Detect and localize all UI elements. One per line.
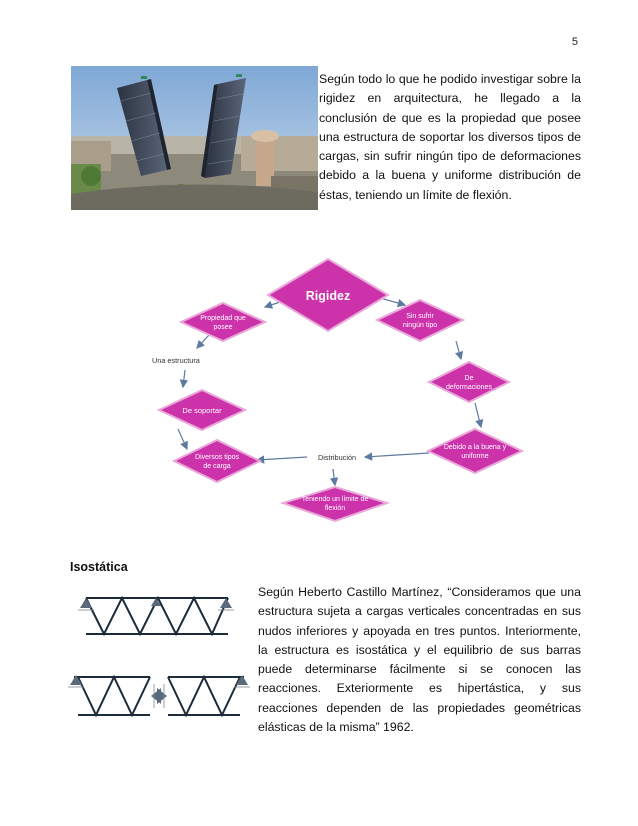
- truss-diagram: [66, 584, 256, 724]
- node-una-estructura: Una estructura: [152, 356, 200, 365]
- node-sin-sufrir-line1: Sin sufrir: [406, 313, 434, 320]
- node-rigidez: [268, 259, 388, 331]
- split-truss-right: [168, 677, 244, 715]
- node-diversos-line1: Diversos tipos: [195, 454, 239, 461]
- node-de-soportar: [159, 390, 245, 430]
- arrow-distribucion-diversos: [257, 457, 307, 460]
- node-rigidez-label: Rigidez: [305, 289, 351, 303]
- node-debido-a-la-buena: [428, 429, 522, 473]
- page-number: 5: [571, 36, 578, 48]
- node-deformaciones-line1: De: [464, 375, 474, 382]
- isostatica-paragraph: Según Heberto Castillo Martínez, “Consideramos que una estructura sujeta a cargas verticales concentradas en sus nudos inferiores y apoyada en tres puntos. Interiormente, la estructura es isostática y el equilibrio de sus barras puede determinarse fácilmente si se conocen las reacciones. Exteriormente es hipertástica, y sus reacciones dependen de las propiedades geométricas elásticas de la misma” 1962.: [258, 585, 581, 735]
- intro-paragraph: Según todo lo que he podido investigar sobre la rigidez en arquitectura, he llegado a la conclusión de que es la propiedad que posee una estructura de soportar los diversos tipos de cargas, sin sufrir ningún tipo de deformaciones debido a la buena y uniforme distribución de éstas, teniendo un límite de flexión.: [319, 72, 581, 202]
- node-sin-sufrir: [377, 300, 463, 341]
- node-propiedad-line2: posee: [213, 324, 233, 331]
- section-heading-isostatica: Isostática: [70, 560, 128, 574]
- arrow-distribucion-teniendo: [333, 469, 335, 485]
- node-sin-sufrir-line2: ningún tipo: [402, 322, 438, 329]
- arrow-soportar-diversos: [178, 429, 187, 449]
- node-teniendo-un-limite: [283, 487, 387, 521]
- arrow-deformaciones-debido: [475, 403, 481, 427]
- towers-photo: [71, 66, 318, 210]
- node-diversos-tipos: [174, 440, 260, 482]
- node-de-soportar-label: De soportar: [182, 406, 222, 415]
- arrow-propiedad-estructura: [197, 335, 209, 348]
- node-diversos-line2: de carga: [203, 463, 231, 470]
- node-debido-line2: uniforme: [461, 453, 489, 460]
- arrow-estructura-soportar: [183, 370, 185, 387]
- node-teniendo-line2: flexión: [324, 505, 346, 512]
- node-deformaciones-line2: deformaciones: [446, 384, 492, 391]
- node-propiedad-que-posee: [181, 303, 265, 341]
- arrow-debido-distribucion: [365, 453, 429, 457]
- rigidity-concept-diagram: [145, 255, 535, 523]
- continuous-truss-supports: [80, 598, 232, 608]
- arrow-sinsufrir-deformaciones: [456, 341, 461, 359]
- node-teniendo-line1: Teniendo un límite de: [301, 496, 369, 503]
- split-truss-supports: [70, 675, 248, 704]
- node-debido-line1: Debido a la buena y: [443, 444, 507, 451]
- node-propiedad-line1: Propiedad que: [200, 315, 246, 322]
- node-distribucion: Distribución: [317, 453, 357, 462]
- split-truss-left: [74, 677, 150, 715]
- node-deformaciones: [429, 362, 509, 402]
